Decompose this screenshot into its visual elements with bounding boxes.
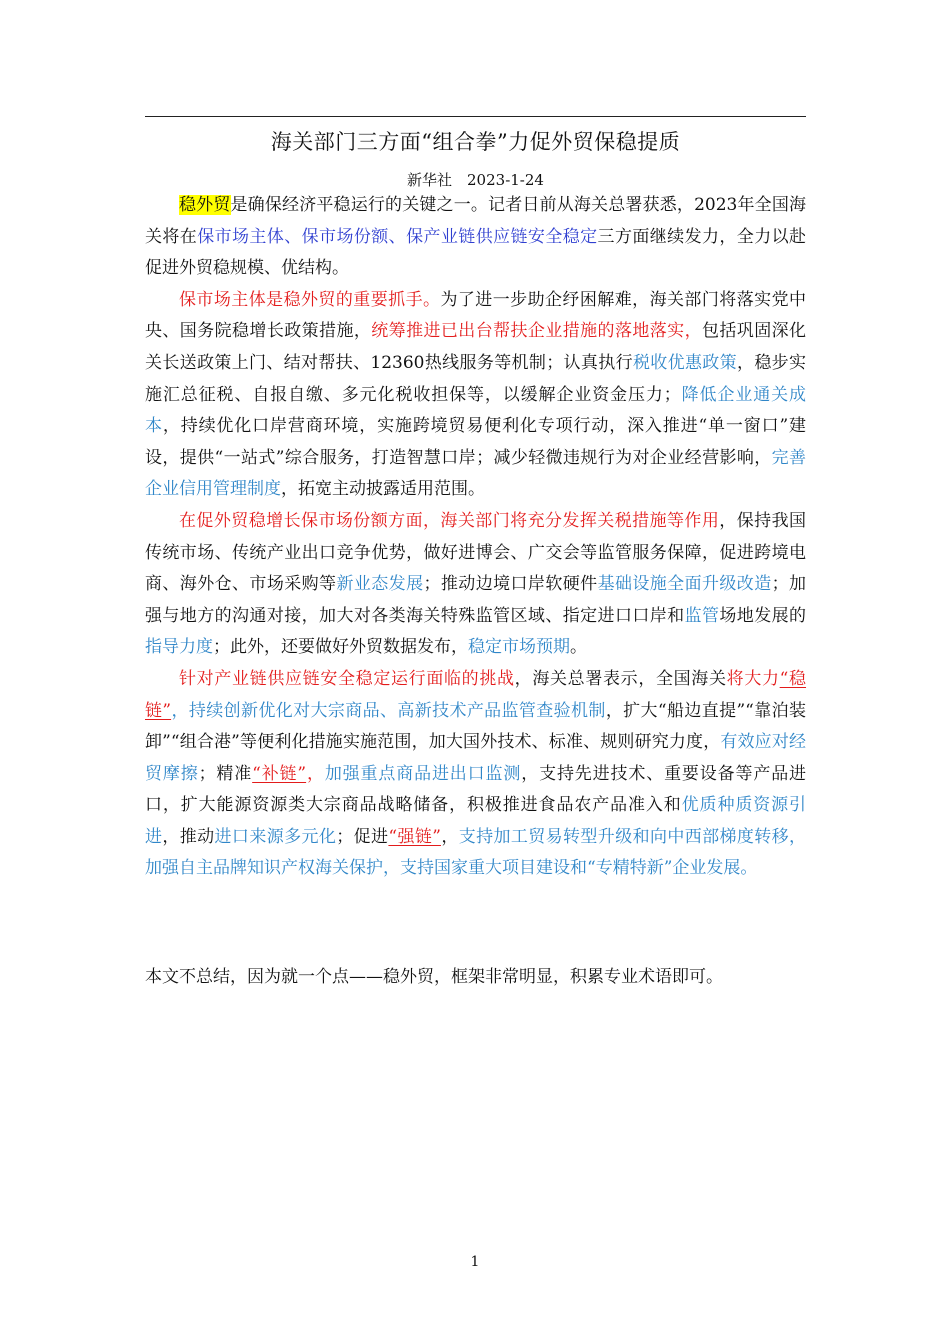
- article-byline: 新华社 2023-1-24: [407, 171, 544, 189]
- styled-text-run: 新业态发展: [336, 574, 424, 595]
- text-run: ；促进: [336, 826, 389, 847]
- text-run: 为了进一步助企纾困解难，海关部门将落实党中央、国务院稳增长政策措施，: [145, 289, 807, 342]
- text-run: 是确保经济平稳运行的关键之一。记者日前从海关总署获悉，2023年全国海关将在: [145, 195, 807, 247]
- article-title: 海关部门三方面“组合拳”力促外贸保稳提质: [270, 130, 681, 154]
- text-run: ，支持先进技术、重要设备等产品进口，扩大能源资源类大宗商品战略储备，积极推进食品农产品准入和: [145, 763, 807, 816]
- styled-text-run: 有效应对经贸摩擦: [145, 732, 806, 784]
- styled-text-run: ，持续创新优化对大宗商品、高新技术产品监管查验机制: [171, 700, 606, 721]
- styled-text-run: ，: [306, 763, 325, 784]
- text-run: 场地发展的: [719, 605, 807, 626]
- paragraph: [145, 190, 806, 285]
- page-number: 1: [470, 1254, 480, 1270]
- text-run: ，保持我国传统市场、传统产业出口竞争优势，做好进博会、广交会等监管服务保障，促进跨境电商、海外仓、市场采购等: [145, 510, 807, 595]
- styled-text-run: “稳链”: [145, 668, 807, 721]
- styled-text-run: 保市场主体是稳外贸的重要抓手。: [179, 289, 441, 310]
- styled-text-run: 加强重点商品进出口监测: [324, 763, 522, 784]
- article-body: [145, 190, 806, 885]
- styled-text-run: 优质种质资源引进: [145, 795, 807, 847]
- text-run: ，海关总署表示，全国海关: [514, 668, 727, 689]
- styled-text-run: 统筹推进已出台帮扶企业措施的落地落实，: [371, 321, 702, 342]
- paragraph: [145, 506, 806, 664]
- styled-text-run: 基础设施全面升级改造: [597, 574, 772, 595]
- text-run: 。: [570, 637, 587, 658]
- text-run: ；推动边境口岸软硬件: [423, 574, 598, 595]
- styled-text-run: “强链”: [388, 826, 441, 847]
- styled-text-run: “补链”: [252, 763, 307, 784]
- styled-text-run: 进口来源多元化: [214, 826, 337, 847]
- styled-text-run: 完善企业信用管理制度: [145, 447, 806, 500]
- summary-note: 本文不总结，因为就一个点——稳外贸，框架非常明显，积累专业术语即可。: [145, 967, 723, 987]
- text-run: ，推动: [162, 826, 215, 847]
- text-run: 包括巩固深化关长送政策上门、结对帮扶、12360热线服务等机制；认真执行: [145, 321, 807, 373]
- text-run: ，拓宽主动披露适用范围。: [281, 479, 485, 500]
- text-run: ；精准: [198, 763, 253, 784]
- styled-text-run: 支持加工贸易转型升级和向中西部梯度转移，加强自主品牌知识产权海关保护，支持国家重大项目建设和“专精特新”企业发展。: [145, 826, 807, 879]
- styled-text-run: 在促外贸稳增长保市场份额方面，海关部门将充分发挥关税措施等作用: [179, 510, 720, 531]
- text-run: ；加强与地方的沟通对接，加大对各类海关特殊监管区域、指定进口口岸和: [145, 574, 807, 626]
- text-run: ；此外，还要做好外贸数据发布，: [213, 637, 468, 658]
- text-run: ，持续优化口岸营商环境，实施跨境贸易便利化专项行动，深入推进“单一窗口”建设，提供“一站式”综合服务，打造智慧口岸；减少轻微违规行为对企业经营影响，: [145, 416, 806, 468]
- paragraph: [145, 664, 806, 885]
- header-rule: [145, 116, 806, 117]
- styled-text-run: 指导力度: [145, 637, 213, 658]
- text-run: ，: [440, 826, 459, 847]
- styled-text-run: 降低企业通关成本: [145, 384, 807, 437]
- text-run: ，扩大“船边直提”“靠泊装卸”“组合港”等便利化措施实施范围，加大国外技术、标准、规则研究力度，: [145, 700, 807, 753]
- text-run: 三方面继续发力，全力以赴促进外贸稳规模、优结构。: [145, 226, 807, 279]
- text-run: ，稳步实施汇总征税、自报自缴、多元化税收担保等，以缓解企业资金压力；: [145, 352, 807, 405]
- styled-text-run: 税收优惠政策: [632, 352, 737, 373]
- styled-text-run: 保市场主体、保市场份额、保产业链供应链安全稳定: [197, 226, 598, 247]
- styled-text-run: 稳定市场预期: [468, 637, 570, 658]
- styled-text-run: 将大力: [726, 668, 780, 689]
- styled-text-run: 监管: [684, 605, 720, 626]
- styled-text-run: 稳外贸: [179, 195, 231, 215]
- paragraph: [145, 285, 806, 506]
- styled-text-run: 针对产业链供应链安全稳定运行面临的挑战: [179, 668, 515, 689]
